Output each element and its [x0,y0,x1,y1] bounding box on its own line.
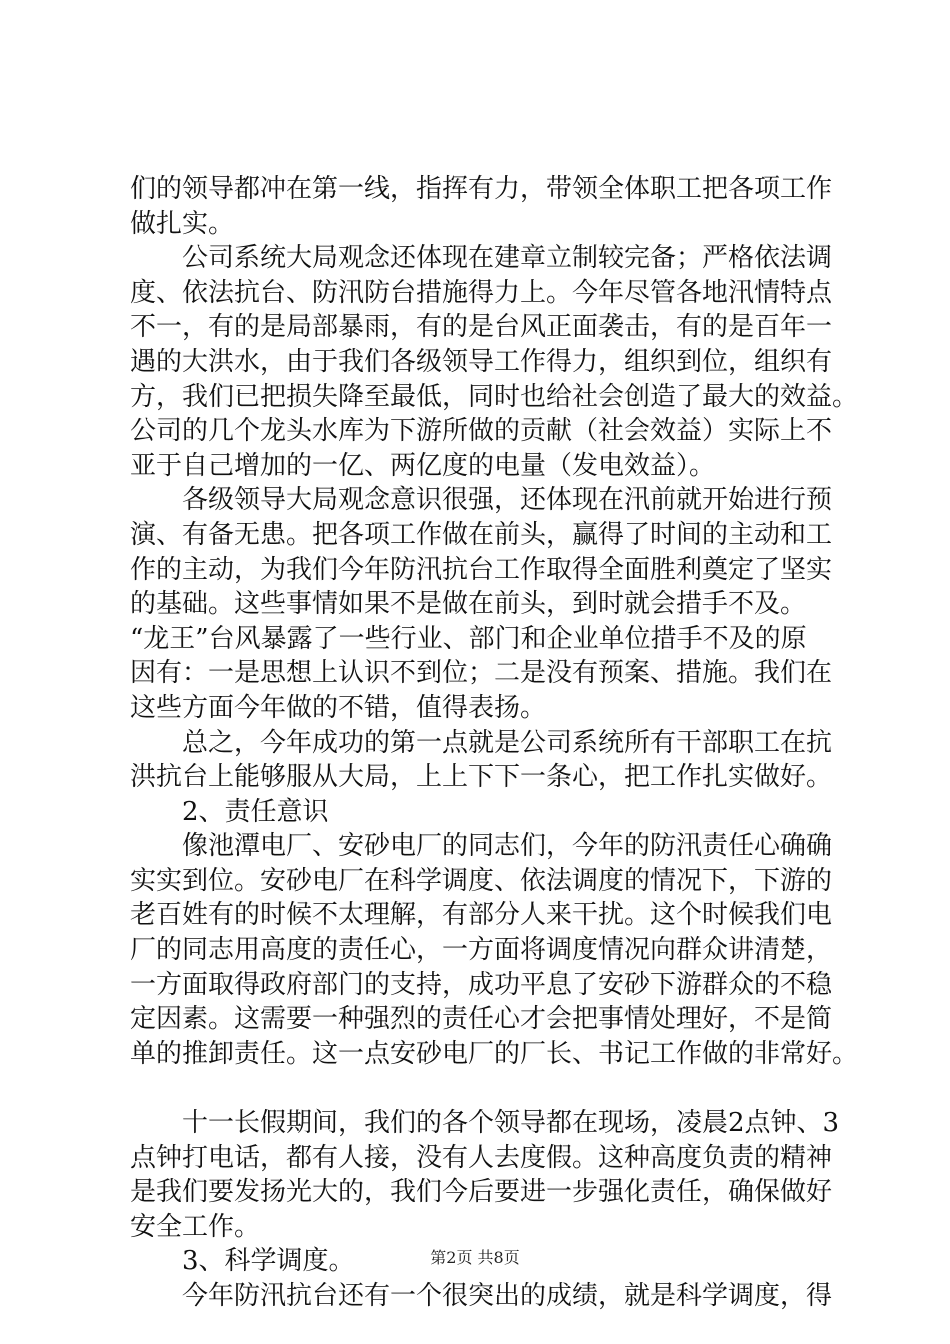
text-line: 厂的同志用高度的责任心，一方面将调度情况向群众讲清楚， [130,935,833,966]
text-line: 是我们要发扬光大的，我们今后要进一步强化责任，确保做好 [130,1177,833,1208]
blank-line [130,1071,830,1106]
text-line: “龙王”台风暴露了一些行业、部门和企业单位措手不及的原 [130,623,807,654]
text-line: 公司系统大局观念还体现在建章立制较完备；严格依法调 [182,243,833,274]
text-line: 方，我们已把损失降至最低，同时也给社会创造了最大的效益。 [130,381,859,412]
text-line: 不一，有的是局部暴雨，有的是台风正面袭击，有的是百年一 [130,312,833,343]
text-line: 一方面取得政府部门的支持，成功平息了安砂下游群众的不稳 [130,969,833,1000]
text-line: 做扎实。 [130,208,235,239]
text-line: 作的主动，为我们今年防汛抗台工作取得全面胜利奠定了坚实 [130,554,833,585]
text-line: 安全工作。 [130,1211,261,1242]
text-line: 2、责任意识 [182,796,329,827]
text-line: 老百姓有的时候不太理解，有部分人来干扰。这个时候我们电 [130,900,833,931]
text-line: 这些方面今年做的不错，值得表扬。 [130,692,547,723]
text-line: 们的领导都冲在第一线，指挥有力，带领全体职工把各项工作 [130,174,833,204]
document-body [130,172,859,1314]
text-line: 像池潭电厂、安砂电厂的同志们，今年的防汛责任心确确 [182,831,833,862]
text-line: 因有：一是思想上认识不到位；二是没有预案、措施。我们在 [130,658,833,689]
text-line: 3、科学调度。 [182,1246,355,1277]
text-line: 点钟打电话，都有人接，没有人去度假。这种高度负责的精神 [130,1142,833,1173]
text-line: 亚于自己增加的一亿、两亿度的电量（发电效益）。 [130,450,716,481]
text-line: 今年防汛抗台还有一个很突出的成绩，就是科学调度，得 [182,1281,833,1311]
text-line: 洪抗台上能够服从大局，上上下下一条心，把工作扎实做好。 [130,762,833,793]
text-line: 演、有备无患。把各项工作做在前头，赢得了时间的主动和工 [130,519,833,550]
text-line: 总之，今年成功的第一点就是公司系统所有干部职工在抗 [182,727,833,758]
page-footer: 第2页 共8页 [430,1248,520,1267]
text-line: 单的推卸责任。这一点安砂电厂的厂长、书记工作做的非常好。 [130,1038,859,1069]
text-line: 公司的几个龙头水库为下游所做的贡献（社会效益）实际上不 [130,416,833,447]
text-line: 度、依法抗台、防汛防台措施得力上。今年尽管各地汛情特点 [130,277,833,308]
text-line: 定因素。这需要一种强烈的责任心才会把事情处理好，不是简 [130,1004,833,1035]
text-line: 各级领导大局观念意识很强，还体现在汛前就开始进行预 [182,485,833,516]
text-line: 实实到位。安砂电厂在科学调度、依法调度的情况下，下游的 [130,865,833,896]
text-line: 遇的大洪水，由于我们各级领导工作得力，组织到位，组织有 [130,346,833,377]
text-line: 十一长假期间，我们的各个领导都在现场，凌晨2点钟、3 [182,1108,840,1139]
text-line: 的基础。这些事情如果不是做在前头，到时就会措手不及。 [130,589,807,620]
